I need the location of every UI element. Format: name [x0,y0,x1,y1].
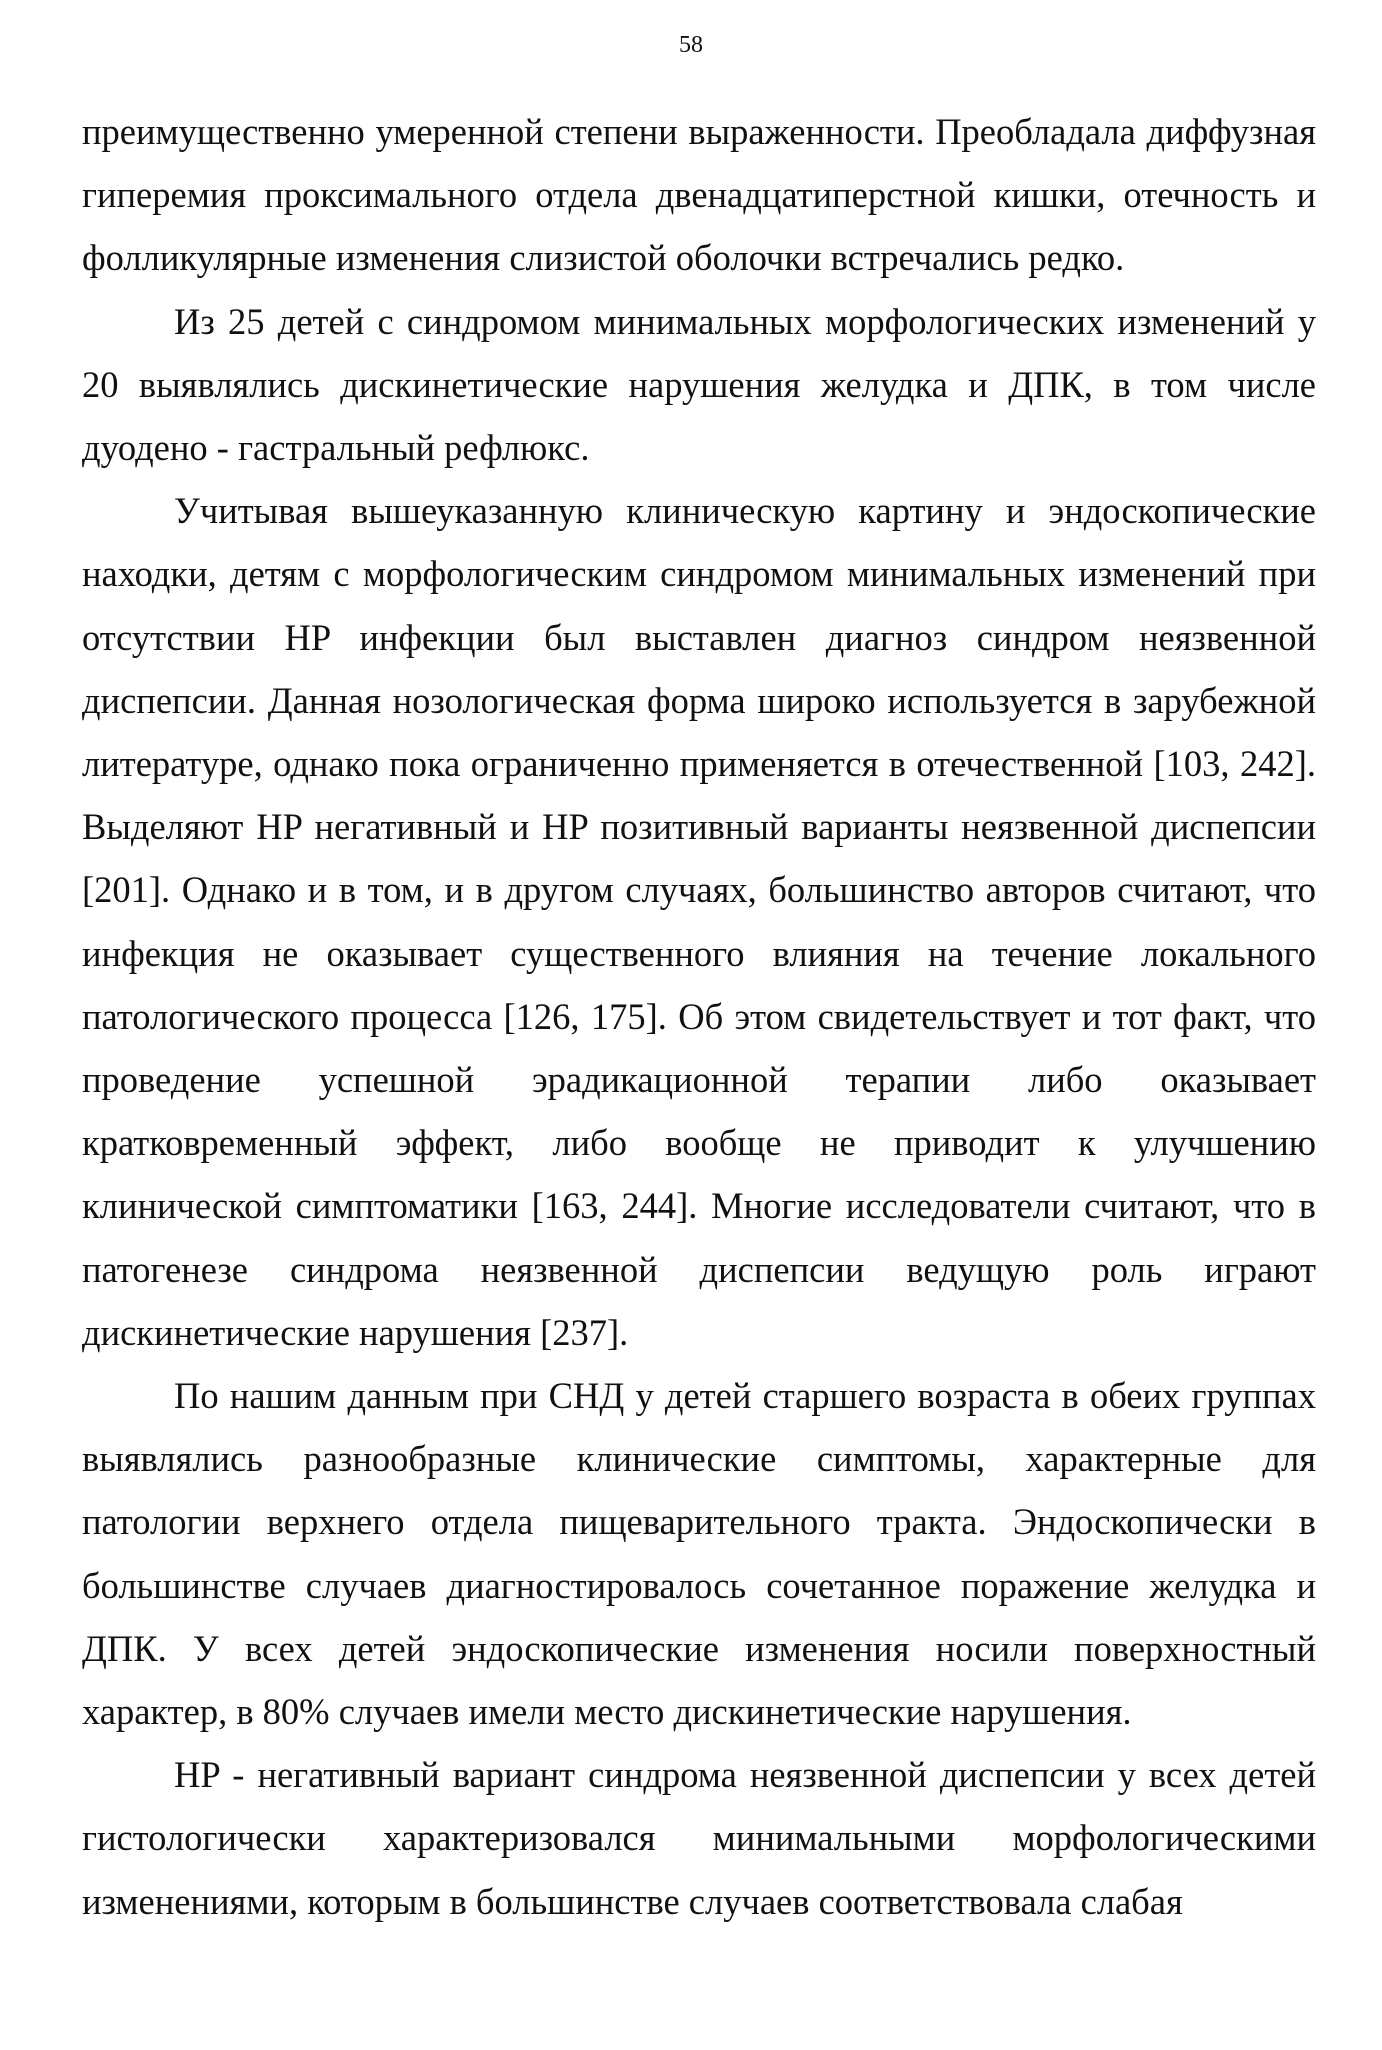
paragraph: Из 25 детей с синдромом минимальных морфологических изменений у 20 выявлялись дискинетические нарушения желудка и ДПК, в том числе дуодено - гастральный рефлюкс. [82,300,1316,469]
paragraph: Учитывая вышеуказанную клиническую картину и эндоскопические находки, детям с морфологическим синдромом минимальных изменений при отсутствии HP инфекции был выставлен диагноз синдром неязвенной диспепсии. Данная нозологическая форма широко используется в зарубежной литературе, однако пока ограниченно применяется в отечественной [103, 242]. Выделяют HP негативный и HP позитивный варианты неязвенной диспепсии [201]. Однако и в том, и в другом случаях, большинство авторов считают, что инфекция не оказывает существенного влияния на течение локального патологического процесса [126, 175]. Об этом свидетельствует и тот факт, что проведение успешной эрадикационной терапии либо оказывает кратковременный эффект, либо вообще не приводит к улучшению клинической симптоматики [163, 244]. Многие исследователи считают, что в патогенезе синдрома неязвенной диспепсии ведущую роль играют дискинетические нарушения [237]. [82,490,1316,1353]
paragraph: По нашим данным при СНД у детей старшего возраста в обеих группах выявлялись разнообразные клинические симптомы, характерные для патологии верхнего отдела пищеварительного тракта. Эндоскопически в большинстве случаев диагностировалось сочетанное поражение желудка и ДПК. У всех детей эндоскопические изменения носили поверхностный характер, в 80% случаев имели место дискинетические нарушения. [82,1375,1316,1733]
body-text [82,100,1316,1933]
page-number: 58 [679,32,703,58]
paragraph: HP - негативный вариант синдрома неязвенной диспепсии у всех детей гистологически характеризовался минимальными морфологическими изменениями, которым в большинстве случаев соответствовала слабая [82,1754,1316,1922]
paragraph-continuation: преимущественно умеренной степени выраженности. Преобладала диффузная гиперемия проксимального отдела двенадцатиперстной кишки, отечность и фолликулярные изменения слизистой оболочки встречались редко. [82,111,1316,279]
